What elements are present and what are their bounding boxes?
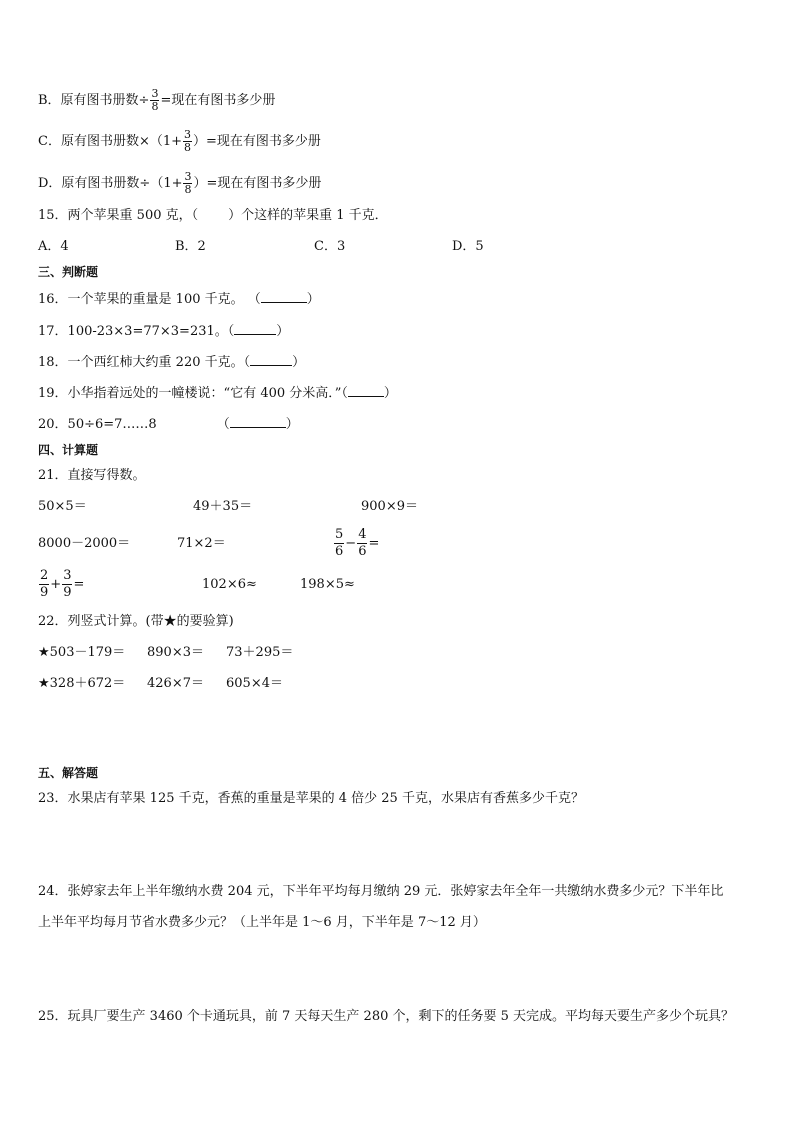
denominator: 6 <box>358 544 367 559</box>
numerator: 5 <box>335 527 344 542</box>
denominator: 9 <box>40 585 49 600</box>
calc-item: 900×9＝ <box>361 499 418 514</box>
question-21-title: 21．直接写得数。 <box>38 468 146 483</box>
section-heading-calculation: 四、计算题 <box>38 443 99 457</box>
denominator: 8 <box>184 141 192 154</box>
choice-d[interactable]: D．5 <box>452 239 484 254</box>
question-24-line-1: 24．张婷家去年上半年缴纳水费 204 元，下半年平均每月缴纳 29 元．张婷家去年全年一共缴纳水费多少元？下半年比 <box>38 884 724 899</box>
calc-item: 73＋295＝ <box>226 645 294 660</box>
section-heading-judgement: 三、判断题 <box>38 265 99 279</box>
numerator: 2 <box>40 568 49 583</box>
calc-item: ★503－179＝ <box>38 645 126 660</box>
question-15 <box>38 207 388 225</box>
fraction <box>334 527 344 560</box>
paren-close: ） <box>383 386 397 401</box>
answer-blank[interactable] <box>348 384 384 397</box>
calc-item: ★328＋672＝ <box>38 676 126 691</box>
denominator: 8 <box>184 183 192 196</box>
denominator: 9 <box>63 585 72 600</box>
fraction <box>62 568 72 601</box>
option-d-label: D．原有图书册数÷（1+ <box>38 176 183 191</box>
option-d <box>38 171 321 196</box>
calc-item: 8000－2000＝ <box>38 536 131 551</box>
equals: = <box>368 536 380 551</box>
fraction <box>39 568 49 601</box>
question-15-text-end: ）个这样的苹果重 1 千克． <box>228 208 388 223</box>
question-20-text: 20．50÷6=7……8 <box>38 417 157 432</box>
option-d-tail: ）=现在有图书多少册 <box>193 176 322 191</box>
question-24-line-2: 上半年平均每月节省水费多少元？（上半年是 1～6 月，下半年是 7～12 月） <box>38 915 486 930</box>
option-c-label: C．原有图书册数×（1+ <box>38 134 183 149</box>
question-19-text: 19．小华指着远处的一幢楼说：“它有 400 分米高．”（ <box>38 386 348 401</box>
option-c-tail: ）=现在有图书多少册 <box>193 134 321 149</box>
choice-c[interactable]: C．3 <box>314 239 346 254</box>
calc-item: 890×3＝ <box>147 645 204 660</box>
numerator: 3 <box>63 568 72 583</box>
fraction <box>183 129 192 154</box>
calc-item-fraction-addition <box>38 566 84 604</box>
fraction <box>150 88 159 113</box>
calc-item: 71×2＝ <box>177 536 226 551</box>
paren-open: （ <box>216 417 230 432</box>
denominator: 8 <box>151 100 159 113</box>
paren-close: ） <box>292 355 306 370</box>
numerator: 3 <box>151 87 159 100</box>
calc-item: 50×5＝ <box>38 499 87 514</box>
calc-item: 49＋35＝ <box>193 499 253 514</box>
question-17-text: 17．100-23×3=77×3=231。（ <box>38 324 235 339</box>
answer-blank[interactable] <box>230 415 286 428</box>
calc-item: 198×5≈ <box>300 577 355 592</box>
numerator: 4 <box>358 527 367 542</box>
operator: − <box>345 536 357 551</box>
question-15-text: 15．两个苹果重 500 克，（ <box>38 208 199 223</box>
choice-b[interactable]: B．2 <box>175 239 206 254</box>
question-19 <box>38 384 397 403</box>
operator: + <box>50 577 62 592</box>
option-c <box>38 129 321 154</box>
section-heading-word-problems: 五、解答题 <box>38 766 99 780</box>
answer-blank[interactable] <box>250 353 292 366</box>
fraction <box>183 171 192 196</box>
calc-item: 605×4＝ <box>226 676 283 691</box>
paren-close: ） <box>276 324 290 339</box>
equals: = <box>73 577 85 592</box>
option-b <box>38 88 275 113</box>
question-16-text: 16．一个苹果的重量是 100 千克。 （ <box>38 292 261 307</box>
denominator: 6 <box>335 544 344 559</box>
answer-blank[interactable] <box>234 322 276 335</box>
numerator: 3 <box>184 128 192 141</box>
option-b-tail: =现在有图书多少册 <box>160 93 276 108</box>
question-16 <box>38 290 320 309</box>
calc-item: 426×7＝ <box>147 676 204 691</box>
calc-item-fraction-subtraction <box>333 525 379 563</box>
paren-close: ） <box>306 292 320 307</box>
option-b-label: B．原有图书册数÷ <box>38 93 150 108</box>
calc-item: 102×6≈ <box>202 577 257 592</box>
numerator: 3 <box>184 170 192 183</box>
answer-blank[interactable] <box>261 290 307 303</box>
question-22-title: 22．列竖式计算。(带★的要验算) <box>38 614 234 629</box>
question-18 <box>38 353 305 372</box>
question-23: 23．水果店有苹果 125 千克，香蕉的重量是苹果的 4 倍少 25 千克，水果店有香蕉多少千克？ <box>38 791 584 806</box>
paren-close: ） <box>285 417 299 432</box>
question-17 <box>38 322 289 341</box>
question-20 <box>38 415 299 434</box>
question-25: 25．玩具厂要生产 3460 个卡通玩具，前 7 天每天生产 280 个，剩下的任务要 5 天完成。平均每天要生产多少个玩具？ <box>38 1009 735 1024</box>
question-18-text: 18．一个西红柿大约重 220 千克。（ <box>38 355 251 370</box>
choice-a[interactable]: A．4 <box>38 239 69 254</box>
fraction <box>357 527 367 560</box>
